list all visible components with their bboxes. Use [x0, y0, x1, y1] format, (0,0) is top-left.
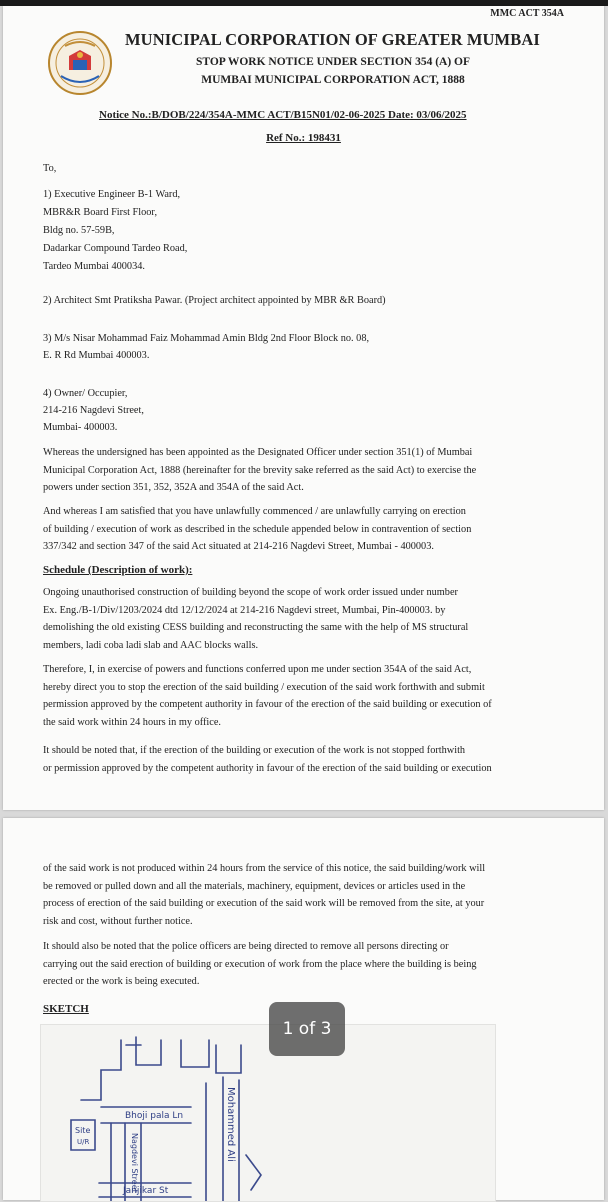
paragraph-line: or permission approved by the competent authority in favour of the erection of the said building or execution: [43, 762, 492, 774]
sketch-label-site: Site: [75, 1126, 91, 1135]
paragraph-police: [43, 938, 573, 991]
paragraph-line: hereby direct you to stop the erection of the said building / execution of the said work forthwith and submit: [43, 681, 485, 693]
paragraph-line: Ongoing unauthorised construction of building beyond the scope of work order issued under number: [43, 587, 458, 598]
paragraph-line: It should also be noted that the police officers are being directed to remove all persons directing or: [43, 941, 449, 952]
page-indicator: 1 of 3: [269, 1002, 345, 1056]
sketch-heading: SKETCH: [43, 1003, 89, 1015]
sketch-label-janjikar: Janjikar St: [123, 1186, 169, 1196]
recipient-1-line: Dadarkar Compound Tardeo Road,: [43, 243, 188, 254]
recipient-4-line: Mumbai- 400003.: [43, 422, 118, 433]
sketch-drawing: [41, 1025, 495, 1201]
recipient-1-line: Tardeo Mumbai 400034.: [43, 261, 145, 272]
paragraph-line: be removed or pulled down and all the materials, machinery, equipment, devices or articles used in the: [43, 880, 466, 892]
paragraph-note: [43, 742, 573, 777]
paragraph-line: Whereas the undersigned has been appointed as the Designated Officer under section 351(1) of Mumbai: [43, 447, 473, 458]
paragraph-line: members, ladi coba ladi slab and AAC blocks walls.: [43, 639, 259, 651]
paragraph-line: It should be noted that, if the erection of the building or execution of the work is not stopped forthwith: [43, 745, 466, 756]
sketch-label-site-sub: U/R: [77, 1138, 90, 1146]
recipient-1-line: Bldg no. 57-59B,: [43, 225, 115, 236]
paragraph-line: carrying out the said erection of building or execution of work from the place where the building is being: [43, 958, 477, 970]
paragraph-line: Municipal Corporation Act, 1888 (hereinafter for the brevity sake referred as the said Act) to exercise the: [43, 464, 477, 476]
paragraph-line: Ex. Eng./B-1/Div/1203/2024 dtd 12/12/2024 at 214-216 Nagdevi street, Mumbai, Pin-400003. by: [43, 604, 446, 616]
recipient-1-line: MBR&R Board First Floor,: [43, 207, 158, 218]
paragraph-line: And whereas I am satisfied that you have unlawfully commenced / are unlawfully carrying on erection: [43, 506, 466, 517]
schedule-heading: Schedule (Description of work):: [43, 564, 193, 576]
document-page-2: [3, 818, 604, 1200]
paragraph-line: Therefore, I, in exercise of powers and functions conferred upon me under section 354A of the said Act,: [43, 664, 472, 675]
recipient-3-line: 3) M/s Nisar Mohammad Faiz Mohammad Amin Bldg 2nd Floor Block no. 08,: [43, 333, 370, 344]
paragraph-line: 337/342 and section 347 of the said Act situated at 214-216 Nagdevi Street, Mumbai - 400003.: [43, 541, 434, 552]
site-sketch: [40, 1024, 496, 1202]
municipal-seal-icon: [47, 30, 113, 96]
paragraph-line: risk and cost, without further notice.: [43, 915, 193, 927]
paragraph-line: demolishing the old existing CESS building and reconstructing the same with the help of MS structural: [43, 622, 469, 633]
org-title: MUNICIPAL CORPORATION OF GREATER MUMBAI: [125, 30, 540, 49]
paragraph-direction: [43, 661, 573, 731]
paragraph-line: process of erection of the said building or execution of the said work will be removed from the site, at your: [43, 898, 485, 909]
act-label: MMC ACT 354A: [490, 8, 564, 19]
paragraph-contravention: [43, 503, 573, 556]
notice-subtitle-2: MUMBAI MUNICIPAL CORPORATION ACT, 1888: [201, 74, 465, 86]
notice-number: Notice No.:B/DOB/224/354A-MMC ACT/B15N01/02-06-2025 Date: 03/06/2025: [99, 109, 467, 121]
paragraph-consequence: [43, 860, 573, 930]
recipient-1-line: 1) Executive Engineer B-1 Ward,: [43, 189, 181, 200]
paragraph-line: of the said work is not produced within 24 hours from the service of this notice, the said building/work will: [43, 863, 486, 874]
paragraph-line: powers under section 351, 352, 352A and 354A of the said Act.: [43, 482, 304, 493]
notice-subtitle-1: STOP WORK NOTICE UNDER SECTION 354 (A) OF: [195, 56, 471, 68]
paragraph-line: the said work within 24 hours in my office.: [43, 716, 221, 728]
paragraph-line: erected or the work is being executed.: [43, 976, 200, 987]
document-page-1: [3, 6, 604, 810]
paragraph-schedule: [43, 584, 573, 654]
recipient-2: 2) Architect Smt Pratiksha Pawar. (Project architect appointed by MBR &R Board): [43, 295, 386, 306]
sketch-label-bhoji: Bhoji pala Ln: [125, 1111, 184, 1121]
recipient-3-line: E. R Rd Mumbai 400003.: [43, 350, 150, 361]
sketch-label-mohammed: Mohammed Ali: [225, 1087, 236, 1162]
paragraph-line: of building / execution of work as described in the schedule appended below in contravention of section: [43, 523, 472, 535]
sketch-label-nagdevi: Nagdevi Street: [130, 1133, 139, 1193]
recipient-4-line: 214-216 Nagdevi Street,: [43, 405, 144, 416]
to-label: To,: [43, 163, 57, 174]
paragraph-designation: [43, 444, 573, 497]
recipient-4-line: 4) Owner/ Occupier,: [43, 388, 128, 399]
paragraph-line: permission approved by the competent authority in favour of the erection of the said building or execution of: [43, 699, 492, 710]
reference-number: Ref No.: 198431: [266, 132, 341, 144]
